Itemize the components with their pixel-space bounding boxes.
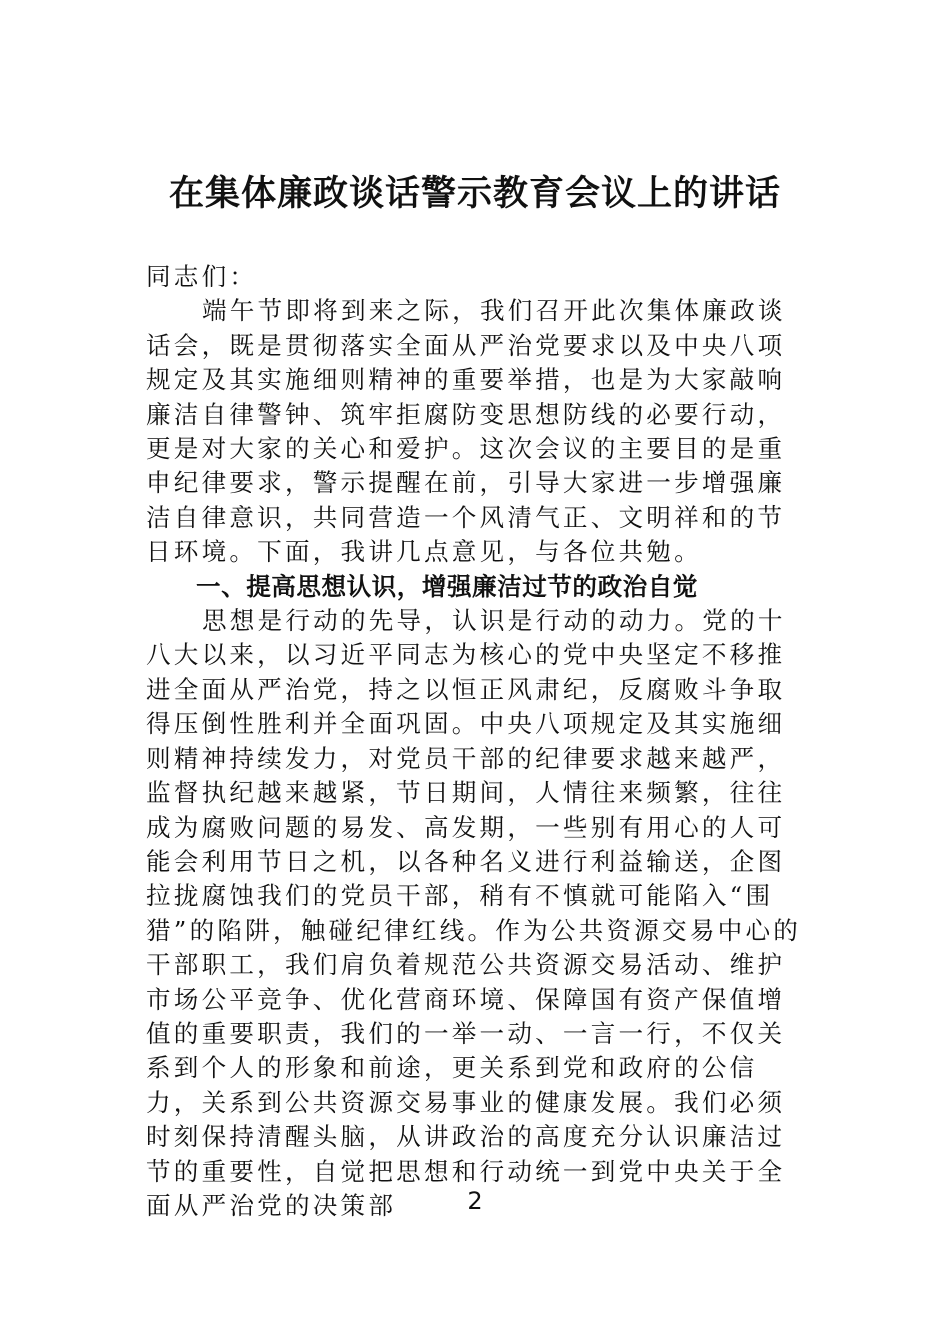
intro-paragraph: 端午节即将到来之际，我们召开此次集体廉政谈话会，既是贯彻落实全面从严治党要求以及中央八项规定及其实施细则精神的重要举措，也是为大家敲响廉洁自律警钟、筑牢拒腐防变思想防线的必要行动，更是对大家的关心和爱护。这次会议的主要目的是重申纪律要求，警示提醒在前，引导大家进一步增强廉洁自律意识，共同营造一个风清气正、文明祥和的节日环境。下面，我讲几点意见，与各位共勉。 bbox=[146, 296, 786, 567]
section-1-paragraph: 思想是行动的先导，认识是行动的动力。党的十八大以来，以习近平同志为核心的党中央坚定不移推进全面从严治党，持之以恒正风肃纪，反腐败斗争取得压倒性胜利并全面巩固。中央八项规定及其实施细则精神持续发力，对党员干部的纪律要求越来越严，监督执纪越来越紧，节日期间，人情往来频繁，往往成为腐败问题的易发、高发期，一些别有用心的人可能会利用节日之机，以各种名义进行利益输送，企图拉拢腐蚀我们的党员干部，稍有不慎就可能陷入“围猎”的陷阱，触碰纪律红线。作为公共资源交易中心的干部职工，我们肩负着规范公共资源交易活动、维护市场公平竞争、优化营商环境、保障国有资产保值增值的重要职责，我们的一举一动、一言一行，不仅关系到个人的形象和前途，更关系到党和政府的公信力，关系到公共资源交易事业的健康发展。我们必须时刻保持清醒头脑，从讲政治的高度充分认识廉洁过节的重要性，自觉把思想和行动统一到党中央关于全面从严治党的决策部 bbox=[146, 606, 802, 1220]
page-number: 2 bbox=[467, 1187, 483, 1215]
salutation: 同志们： bbox=[146, 262, 258, 291]
document-title: 在集体廉政谈话警示教育会议上的讲话 bbox=[168, 173, 781, 214]
section-heading-1: 一、提高思想认识，增强廉洁过节的政治自觉 bbox=[196, 571, 698, 601]
document-body bbox=[146, 260, 810, 1223]
